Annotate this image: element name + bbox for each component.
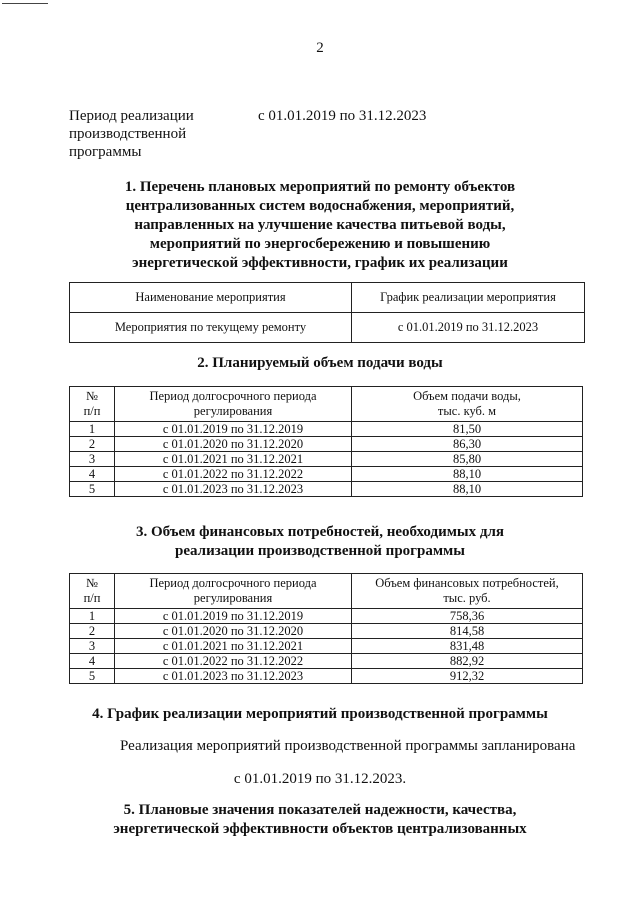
table-cell: 88,10 <box>352 482 583 497</box>
table-cell: с 01.01.2023 по 31.12.2023 <box>115 669 352 684</box>
table-cell: с 01.01.2021 по 31.12.2021 <box>115 452 352 467</box>
section5-title-line: энергетической эффективности объектов централизованных <box>113 821 527 837</box>
header-line: регулирования <box>193 404 273 418</box>
section1-title-line: энергетической эффективности, график их реализации <box>132 255 508 271</box>
table-cell: с 01.01.2019 по 31.12.2023 <box>352 313 585 343</box>
table-cell: 86,30 <box>352 437 583 452</box>
period-label-line: Период реализации <box>69 108 194 124</box>
section5-title-line: 5. Плановые значения показателей надежности, качества, <box>123 802 517 818</box>
header-cell <box>352 574 583 609</box>
header-line: № <box>86 576 98 590</box>
table-cell: 81,50 <box>352 422 583 437</box>
section3-title <box>0 523 640 561</box>
table-cell: с 01.01.2019 по 31.12.2019 <box>115 609 352 624</box>
table-cell: 882,92 <box>352 654 583 669</box>
header-cell: График реализации мероприятия <box>352 283 585 313</box>
table-cell: 5 <box>70 669 115 684</box>
table-cell: 4 <box>70 467 115 482</box>
section4-date: с 01.01.2019 по 31.12.2023. <box>233 771 407 787</box>
table-cell: 758,36 <box>352 609 583 624</box>
header-line: тыс. куб. м <box>437 404 497 418</box>
financial-needs-table <box>69 573 583 684</box>
period-label-line: программы <box>69 144 142 160</box>
header-cell: Наименование мероприятия <box>70 283 352 313</box>
table-cell: с 01.01.2023 по 31.12.2023 <box>115 482 352 497</box>
top-rule <box>2 3 48 4</box>
table-cell: 912,32 <box>352 669 583 684</box>
section4-text: Реализация мероприятий производственной программы запланирована <box>120 738 576 754</box>
section5-title <box>0 801 640 839</box>
table-cell: с 01.01.2019 по 31.12.2019 <box>115 422 352 437</box>
table-row <box>70 624 583 639</box>
header-line: Период долгосрочного периода <box>149 576 317 590</box>
header-cell <box>115 387 352 422</box>
table-row <box>70 313 585 343</box>
table-cell: с 01.01.2022 по 31.12.2022 <box>115 654 352 669</box>
section4-title: 4. График реализации мероприятий производственной программы <box>92 706 548 722</box>
section1-title <box>0 178 640 273</box>
header-line: № <box>86 389 98 403</box>
section1-title-line: централизованных систем водоснабжения, мероприятий, <box>125 198 515 214</box>
table-row <box>70 422 583 437</box>
table-cell: 1 <box>70 609 115 624</box>
period-label-line: производственной <box>69 126 187 142</box>
table-row <box>70 452 583 467</box>
table-cell: с 01.01.2022 по 31.12.2022 <box>115 467 352 482</box>
table-cell: с 01.01.2021 по 31.12.2021 <box>115 639 352 654</box>
section2-title: 2. Планируемый объем подачи воды <box>197 355 443 371</box>
table-cell: 88,10 <box>352 467 583 482</box>
table-cell: 4 <box>70 654 115 669</box>
header-line: п/п <box>83 591 101 605</box>
page-number: 2 <box>316 40 324 56</box>
water-supply-table <box>69 386 583 497</box>
section1-title-line: 1. Перечень плановых мероприятий по ремонту объектов <box>124 179 516 195</box>
section3-title-line: 3. Объем финансовых потребностей, необходимых для <box>135 524 505 540</box>
table-row <box>70 482 583 497</box>
header-line: тыс. руб. <box>443 591 491 605</box>
table-header-row <box>70 574 583 609</box>
header-cell <box>352 387 583 422</box>
table-header-row <box>70 283 585 313</box>
period-label <box>69 107 219 161</box>
header-cell <box>70 387 115 422</box>
section3-title-line: реализации производственной программы <box>175 543 465 559</box>
header-line: Объем финансовых потребностей, <box>375 576 559 590</box>
table-cell: 85,80 <box>352 452 583 467</box>
table-row <box>70 609 583 624</box>
section1-title-line: мероприятий по энергосбережению и повышению <box>149 236 491 252</box>
table-cell: с 01.01.2020 по 31.12.2020 <box>115 437 352 452</box>
table-cell: 3 <box>70 452 115 467</box>
table-row <box>70 654 583 669</box>
header-cell <box>70 574 115 609</box>
table-cell: 3 <box>70 639 115 654</box>
header-line: Объем подачи воды, <box>413 389 521 403</box>
table-cell: 5 <box>70 482 115 497</box>
table-row <box>70 467 583 482</box>
section1-title-line: направленных на улучшение качества питьевой воды, <box>134 217 506 233</box>
table-cell: 2 <box>70 437 115 452</box>
table-cell: Мероприятия по текущему ремонту <box>70 313 352 343</box>
table-header-row <box>70 387 583 422</box>
table-row <box>70 669 583 684</box>
header-line: регулирования <box>193 591 273 605</box>
table-row <box>70 639 583 654</box>
events-table <box>69 282 585 343</box>
period-value: с 01.01.2019 по 31.12.2023 <box>258 108 427 124</box>
table-cell: 831,48 <box>352 639 583 654</box>
table-cell: 1 <box>70 422 115 437</box>
header-cell <box>115 574 352 609</box>
table-cell: с 01.01.2020 по 31.12.2020 <box>115 624 352 639</box>
header-line: п/п <box>83 404 101 418</box>
table-cell: 814,58 <box>352 624 583 639</box>
table-row <box>70 437 583 452</box>
table-cell: 2 <box>70 624 115 639</box>
header-line: Период долгосрочного периода <box>149 389 317 403</box>
